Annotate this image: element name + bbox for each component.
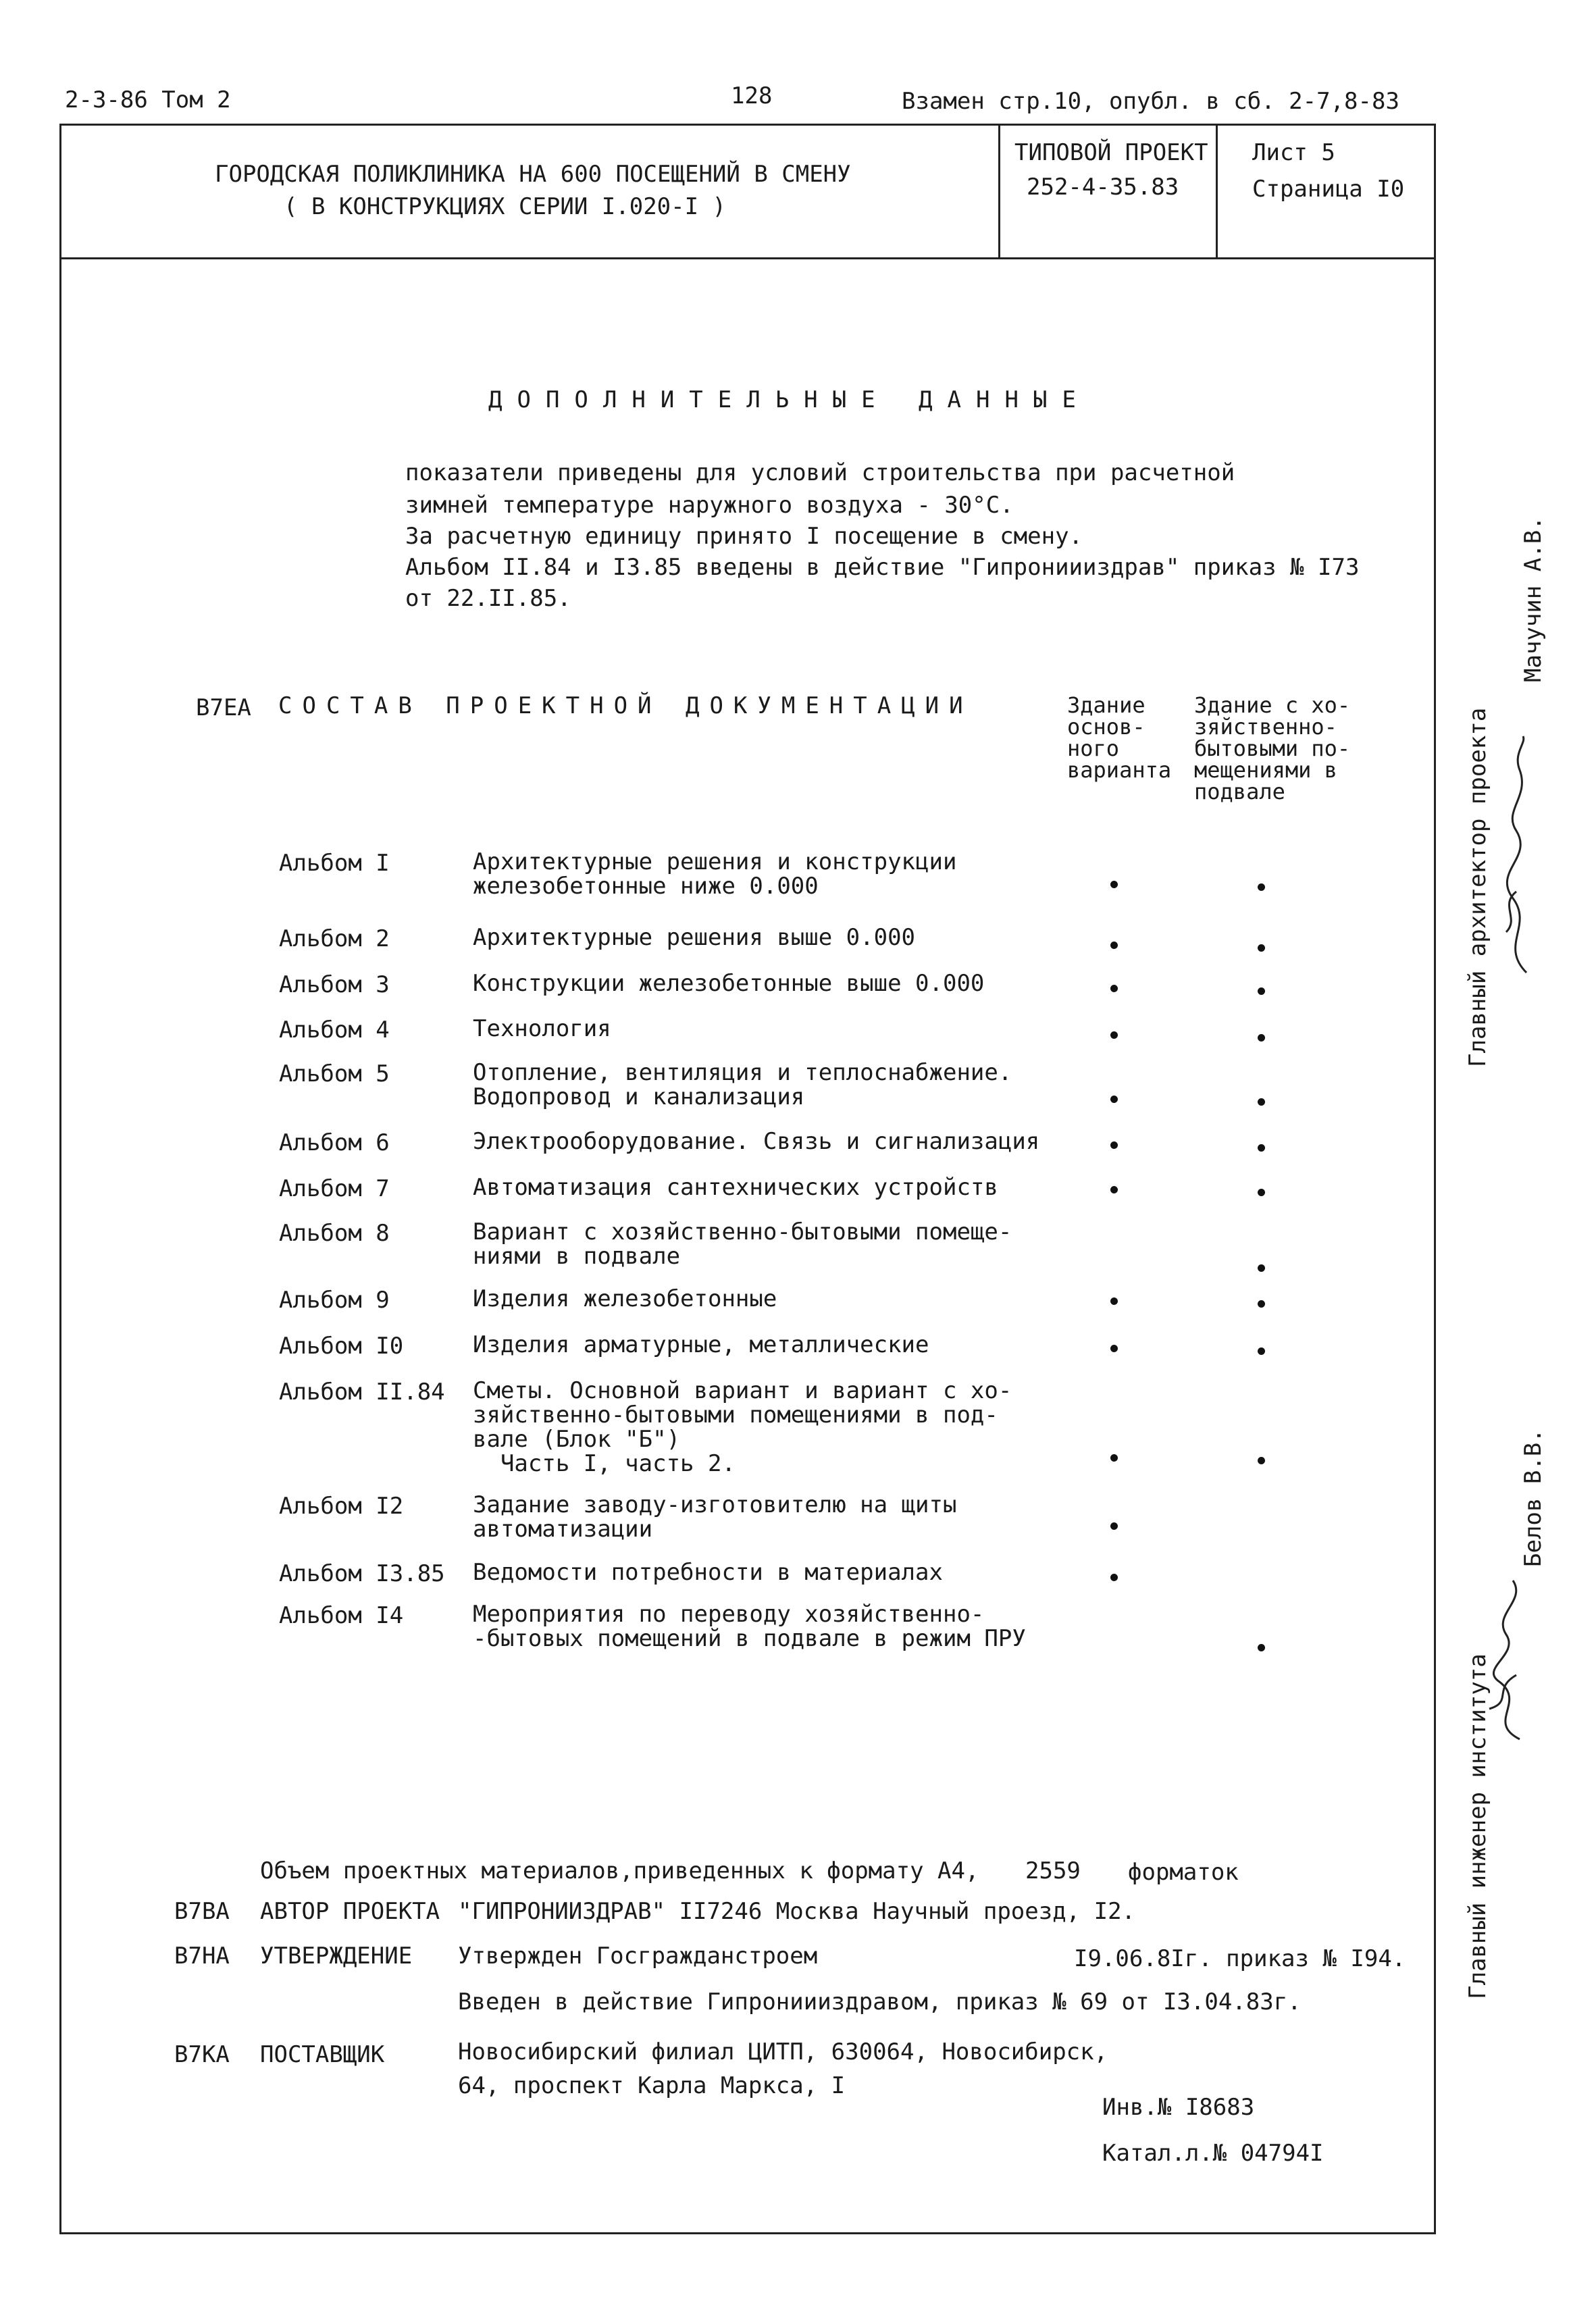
title-block-sep-1 bbox=[998, 124, 1000, 259]
album-description: Изделия железобетонные bbox=[473, 1285, 777, 1312]
included-basement-mark bbox=[1258, 1300, 1265, 1308]
album-number: Альбом I4 bbox=[279, 1602, 404, 1629]
page-ref: Страница I0 bbox=[1252, 176, 1405, 203]
inventory-number: Инв.№ I8683 bbox=[1102, 2094, 1255, 2121]
chief-architect-role: Главный архитектор проекта bbox=[1464, 707, 1491, 1067]
replacement-note: Взамен стр.10, опубл. в сб. 2-7,8-83 bbox=[902, 88, 1399, 115]
album-description: Задание заводу-изготовителю на щиты автоматизации bbox=[473, 1491, 957, 1543]
album-number: Альбом 6 bbox=[279, 1129, 390, 1156]
chief-architect-name: Мачучин А.В. bbox=[1520, 516, 1547, 682]
album-description: Сметы. Основной вариант и вариант с хо- зяйственно-бытовыми помещениями в под- вале (Блок "Б") Часть I, часть 2. bbox=[473, 1377, 1012, 1477]
album-number: Альбом 5 bbox=[279, 1060, 390, 1087]
composition-title: СОСТАВ ПРОЕКТНОЙ ДОКУМЕНТАЦИИ bbox=[278, 692, 973, 719]
included-basement-mark bbox=[1258, 1347, 1265, 1355]
author-text: "ГИПРОНИИЗДРАВ" II7246 Москва Научный проезд, I2. bbox=[458, 1898, 1136, 1925]
included-basic-mark bbox=[1110, 1345, 1118, 1352]
volume-unit: форматок bbox=[1128, 1859, 1239, 1886]
album-description: Мероприятия по переводу хозяйственно- -бытовых помещений в подвале в режим ПРУ bbox=[473, 1601, 1026, 1652]
album-number: Альбом I0 bbox=[279, 1333, 404, 1360]
author-label: АВТОР ПРОЕКТА bbox=[260, 1898, 440, 1925]
approval-label: УТВЕРЖДЕНИЕ bbox=[260, 1943, 413, 1970]
chief-engineer-name: Белов В.В. bbox=[1520, 1429, 1547, 1567]
composition-code: В7ЕА bbox=[196, 694, 251, 721]
included-basement-mark bbox=[1258, 1264, 1265, 1272]
supplier-label: ПОСТАВЩИК bbox=[260, 2041, 385, 2068]
included-basic-mark bbox=[1110, 1574, 1118, 1581]
included-basement-mark bbox=[1258, 1644, 1265, 1651]
approval-code: В7НА bbox=[174, 1943, 230, 1970]
note-line: Альбом II.84 и I3.85 введены в действие "Гипрониииздрав" приказ № I73 bbox=[405, 554, 1360, 581]
album-number: Альбом I2 bbox=[279, 1493, 404, 1520]
album-number: Альбом 2 bbox=[279, 925, 390, 952]
included-basement-mark bbox=[1258, 1457, 1265, 1464]
sheet-number: Лист 5 bbox=[1252, 139, 1335, 166]
included-basic-mark bbox=[1110, 1454, 1118, 1462]
included-basic-mark bbox=[1110, 1141, 1118, 1149]
album-number: Альбом I3.85 bbox=[279, 1560, 445, 1587]
title-block-divider bbox=[59, 257, 1436, 259]
album-description: Отопление, вентиляция и теплоснабжение. Водопровод и канализация bbox=[473, 1059, 1012, 1110]
album-number: Альбом 9 bbox=[279, 1287, 390, 1314]
project-label: ТИПОВОЙ ПРОЕКТ bbox=[1014, 139, 1208, 166]
album-description: Изделия арматурные, металлические bbox=[473, 1331, 929, 1358]
included-basement-mark bbox=[1258, 944, 1265, 952]
supplier-code: В7КА bbox=[174, 2041, 230, 2068]
album-description: Архитектурные решения и конструкции железобетонные ниже 0.000 bbox=[473, 848, 957, 900]
album-description: Электрооборудование. Связь и сигнализация bbox=[473, 1128, 1040, 1155]
album-description: Архитектурные решения выше 0.000 bbox=[473, 924, 916, 951]
included-basic-mark bbox=[1110, 1096, 1118, 1103]
album-number: Альбом 7 bbox=[279, 1175, 390, 1202]
supplier-line-2: 64, проспект Карла Маркса, I bbox=[458, 2072, 846, 2099]
page-number: 128 bbox=[731, 82, 773, 109]
included-basic-mark bbox=[1110, 1297, 1118, 1305]
album-number: Альбом 4 bbox=[279, 1017, 390, 1044]
included-basement-mark bbox=[1258, 883, 1265, 891]
album-number: Альбом I bbox=[279, 850, 390, 877]
project-number: 252-4-35.83 bbox=[1027, 174, 1179, 201]
included-basic-mark bbox=[1110, 1031, 1118, 1039]
volume-label: Объем проектных материалов,приведенных к формату А4, bbox=[260, 1857, 979, 1884]
column-header-basic: Здание основ- ного варианта bbox=[1067, 692, 1172, 783]
album-description: Ведомости потребности в материалах bbox=[473, 1559, 943, 1586]
album-number: Альбом II.84 bbox=[279, 1379, 445, 1406]
album-description: Автоматизация сантехнических устройств bbox=[473, 1174, 998, 1201]
approval-date: I9.06.8Iг. приказ № I94. bbox=[1074, 1945, 1406, 1972]
approval-text: Утвержден Госгражданстроем bbox=[458, 1943, 818, 1970]
header-volume: 2-3-86 Том 2 bbox=[65, 86, 231, 113]
note-line: зимней температуре наружного воздуха - 30°С. bbox=[405, 492, 1014, 519]
included-basement-mark bbox=[1258, 1098, 1265, 1106]
chief-engineer-signature bbox=[1472, 1574, 1547, 1749]
title-block-sep-2 bbox=[1216, 124, 1218, 259]
album-description: Вариант с хозяйственно-бытовыми помеще- ниями в подвале bbox=[473, 1218, 1012, 1270]
note-line: показатели приведены для условий строительства при расчетной bbox=[405, 459, 1235, 486]
note-line: За расчетную единицу принято I посещение в смену. bbox=[405, 523, 1083, 550]
chief-engineer-role: Главный инженер института bbox=[1464, 1653, 1491, 1999]
album-number: Альбом 3 bbox=[279, 971, 390, 998]
column-header-basement: Здание с хо- зяйственно- бытовыми по- мещениями в подвале bbox=[1194, 692, 1351, 804]
included-basement-mark bbox=[1258, 1144, 1265, 1152]
document-subtitle: ( В КОНСТРУКЦИЯХ СЕРИИ I.020-I ) bbox=[284, 193, 727, 220]
included-basic-mark bbox=[1110, 942, 1118, 949]
approval-enactment: Введен в действие Гипрониииздравом, приказ № 69 от I3.04.83г. bbox=[458, 1988, 1302, 2015]
included-basement-mark bbox=[1258, 1034, 1265, 1042]
included-basic-mark bbox=[1110, 881, 1118, 888]
note-line: от 22.II.85. bbox=[405, 585, 571, 612]
included-basement-mark bbox=[1258, 987, 1265, 995]
volume-value: 2559 bbox=[1025, 1857, 1081, 1884]
album-description: Конструкции железобетонные выше 0.000 bbox=[473, 970, 985, 997]
author-code: В7ВА bbox=[174, 1898, 230, 1925]
album-description: Технология bbox=[473, 1015, 611, 1042]
included-basement-mark bbox=[1258, 1189, 1265, 1196]
included-basic-mark bbox=[1110, 1186, 1118, 1193]
supplier-line-1: Новосибирский филиал ЦИТП, 630064, Новосибирск, bbox=[458, 2038, 1108, 2065]
included-basic-mark bbox=[1110, 1522, 1118, 1530]
album-number: Альбом 8 bbox=[279, 1220, 390, 1247]
document-title: ГОРОДСКАЯ ПОЛИКЛИНИКА НА 600 ПОСЕЩЕНИЙ В СМЕНУ bbox=[215, 161, 851, 188]
included-basic-mark bbox=[1110, 985, 1118, 992]
section-heading: ДОПОЛНИТЕЛЬНЫЕ ДАННЫЕ bbox=[488, 386, 1091, 413]
catalog-number: Катал.л.№ 04794I bbox=[1102, 2140, 1324, 2167]
chief-architect-signature bbox=[1486, 729, 1547, 986]
